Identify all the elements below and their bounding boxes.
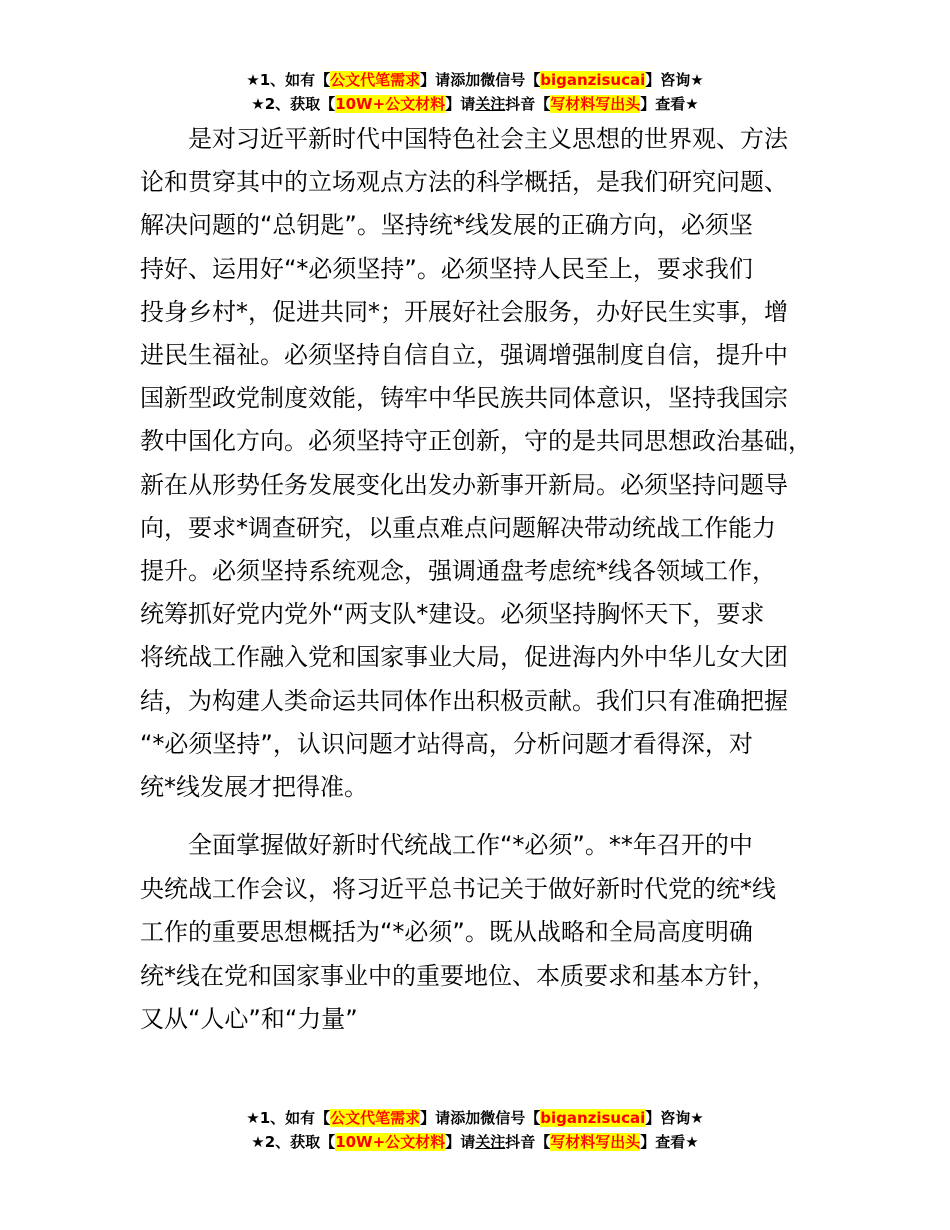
highlight-materials: 10W+公文材料 (335, 1133, 446, 1151)
paragraph-line: 是对习近平新时代中国特色社会主义思想的世界观、方法 (188, 125, 788, 153)
paragraph-line: 将统战工作融入党和国家事业大局，促进海内外中华儿女大团 (140, 643, 788, 672)
paragraph-line: 结，为构建人类命运共同体作出积极贡献。我们只有准确把握 (140, 686, 788, 715)
paragraph-line: 提升。必须坚持系统观念，强调通盘考虑统*线各领域工作， (140, 557, 776, 586)
footer-banner (0, 1106, 950, 1154)
body-paragraph-1 (140, 118, 820, 809)
banner-line-2: ★2、获取【10W+公文材料】请关注抖音【写材料写出头】查看★ (251, 95, 699, 113)
douyin-account: 写材料写出头 (550, 1133, 641, 1151)
banner-line-1: ★1、如有【公文代笔需求】请添加微信号【biganzisucai】咨询★ (246, 71, 704, 89)
paragraph-line: 持好、运用好“*必须坚持”。必须坚持人民至上，要求我们 (140, 254, 753, 283)
paragraph-line: 央统战工作会议，将习近平总书记关于做好新时代党的统*线 (140, 874, 776, 903)
paragraph-line: 统*线发展才把得准。 (140, 773, 368, 802)
paragraph-line: 进民生福祉。必须坚持自信自立，强调增强制度自信，提升中 (140, 341, 788, 370)
paragraph-line: 教中国化方向。必须坚持守正创新，守的是共同思想政治基础， (140, 427, 812, 456)
paragraph-line: 解决问题的“总钥匙”。坚持统*线发展的正确方向，必须坚 (140, 211, 753, 240)
paragraph-line: 统*线在党和国家事业中的重要地位、本质要求和基本方针， (140, 961, 776, 990)
body-paragraph-2 (140, 824, 820, 1042)
paragraph-line: 向，要求*调查研究，以重点难点问题解决带动统战工作能力 (140, 513, 776, 542)
highlight-service: 公文代笔需求 (330, 1109, 421, 1127)
paragraph-line: 新在从形势任务发展变化出发办新事开新局。必须坚持问题导 (140, 470, 788, 499)
banner-line-2: ★2、获取【10W+公文材料】请关注抖音【写材料写出头】查看★ (251, 1133, 699, 1151)
paragraph-line: 论和贯穿其中的立场观点方法的科学概括，是我们研究问题、 (140, 168, 788, 197)
douyin-account: 写材料写出头 (550, 95, 641, 113)
paragraph-line: 投身乡村*，促进共同*；开展好社会服务，办好民生实事，增 (140, 297, 788, 326)
banner-line-1: ★1、如有【公文代笔需求】请添加微信号【biganzisucai】咨询★ (246, 1109, 704, 1127)
paragraph-line: 统筹抓好党内党外“两支队*建设。必须坚持胸怀天下，要求 (140, 600, 765, 629)
paragraph-line: 又从“人心”和“力量” (140, 1005, 358, 1033)
paragraph-line: 工作的重要思想概括为“*必须”。既从战略和全局高度明确 (140, 918, 753, 946)
paragraph-line: 全面掌握做好新时代统战工作“*必须”。**年召开的中 (188, 831, 753, 859)
paragraph-line: 国新型政党制度效能，铸牢中华民族共同体意识，坚持我国宗 (140, 384, 788, 413)
header-banner (0, 68, 950, 116)
highlight-service: 公文代笔需求 (330, 71, 421, 89)
wechat-id: biganzisucai (540, 1109, 646, 1127)
paragraph-line: “*必须坚持”，认识问题才站得高，分析问题才看得深，对 (140, 729, 753, 758)
highlight-materials: 10W+公文材料 (335, 95, 446, 113)
wechat-id: biganzisucai (540, 71, 646, 89)
